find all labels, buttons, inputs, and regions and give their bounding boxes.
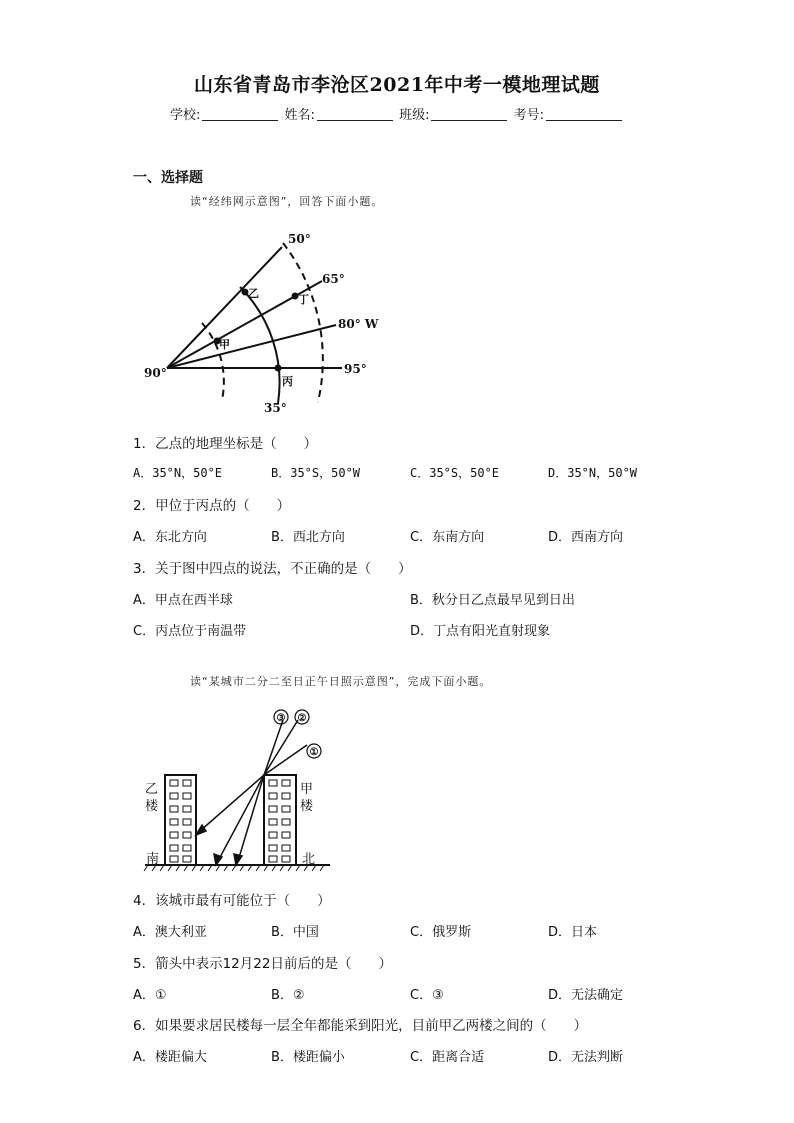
q1-option-b[interactable]: B．35°S，50°W [271, 466, 361, 480]
label-65: 65° [322, 272, 345, 286]
ray-1-upper [264, 745, 307, 775]
ray-2-lower [218, 775, 264, 861]
intro-text-2: 读“某城市二分二至日正午日照示意图”，完成下面小题。 [190, 675, 492, 688]
section-heading: 一、选择题 [133, 170, 203, 186]
ray-1-lower [200, 775, 264, 831]
q6-option-c[interactable]: C．距离合适 [410, 1050, 485, 1065]
circle-num-3: ③ [276, 713, 286, 724]
label-90: 90° [144, 366, 167, 380]
label-building-jia-2: 楼 [300, 799, 314, 814]
q5-option-d[interactable]: D．无法确定 [548, 988, 624, 1003]
label-50: 50° [288, 232, 311, 246]
label-building-yi-1: 乙 [145, 782, 159, 797]
student-info-row [0, 104, 794, 123]
q3-option-b[interactable]: B．秋分日乙点最早见到日出 [410, 593, 575, 608]
q4-option-c[interactable]: C．俄罗斯 [410, 925, 472, 940]
q3-option-c[interactable]: C．丙点位于南温带 [133, 624, 247, 639]
intro-text-1: 读“经纬网示意图”，回答下面小题。 [190, 195, 384, 208]
question-5-stem: 5．箭头中表示12月22日前后的是（ ） [133, 956, 392, 972]
question-6-stem: 6．如果要求居民楼每一层全年都能采到阳光，目前甲乙两楼之间的（ ） [133, 1018, 588, 1034]
school-blank[interactable] [202, 108, 278, 121]
meridian-80 [167, 325, 336, 368]
question-3-stem: 3．关于图中四点的说法，不正确的是（ ） [133, 561, 412, 577]
name-label: 姓名: [284, 108, 315, 123]
school-label: 学校: [170, 108, 201, 123]
label-building-yi-2: 楼 [145, 799, 159, 814]
q6-option-d[interactable]: D．无法判断 [548, 1050, 624, 1065]
q5-option-a[interactable]: A．① [133, 988, 167, 1003]
label-95: 95° [344, 362, 367, 376]
point-bing [275, 365, 282, 372]
q2-option-d[interactable]: D．西南方向 [548, 530, 624, 545]
ray-3-lower [238, 775, 264, 861]
parallel-inner-dashed [202, 323, 224, 400]
label-point-yi: 乙 [248, 287, 259, 300]
ray-2-upper [264, 720, 298, 775]
label-point-jia: 甲 [219, 338, 230, 351]
q1-option-a[interactable]: A．35°N，50°E [133, 466, 223, 480]
q5-option-b[interactable]: B．② [271, 988, 305, 1003]
q4-option-d[interactable]: D．日本 [548, 925, 598, 940]
q4-option-b[interactable]: B．中国 [271, 925, 319, 940]
label-point-ding: 丁 [298, 293, 309, 306]
question-1-stem: 1．乙点的地理坐标是（ ） [133, 436, 318, 452]
label-north: 北 [302, 852, 316, 867]
question-2-stem: 2．甲位于丙点的（ ） [133, 498, 291, 514]
label-point-bing: 丙 [282, 375, 293, 388]
label-35: 35° [264, 401, 287, 415]
class-label: 班级: [399, 108, 430, 123]
q3-option-a[interactable]: A．甲点在西半球 [133, 593, 233, 608]
q5-option-c[interactable]: C．③ [410, 988, 444, 1003]
q2-option-b[interactable]: B．西北方向 [271, 530, 345, 545]
page-title: 山东省青岛市李沧区2021年中考一模地理试题 [194, 74, 600, 96]
q6-option-a[interactable]: A．楼距偏大 [133, 1050, 207, 1065]
label-south: 南 [146, 852, 160, 867]
exam-no-label: 考号: [513, 108, 544, 123]
name-blank[interactable] [317, 108, 393, 121]
q6-option-b[interactable]: B．楼距偏小 [271, 1050, 345, 1065]
lat-long-grid-figure [130, 225, 390, 420]
q2-option-a[interactable]: A．东北方向 [133, 530, 207, 545]
q1-option-c[interactable]: C．35°S，50°E [410, 466, 500, 480]
q3-option-d[interactable]: D．丁点有阳光直射现象 [410, 624, 551, 639]
q1-option-d[interactable]: D．35°N，50°W [548, 466, 638, 480]
question-4-stem: 4．该城市最有可能位于（ ） [133, 893, 331, 909]
exam-no-blank[interactable] [546, 108, 622, 121]
label-80w: 80° W [338, 317, 379, 331]
circle-num-1: ① [309, 747, 319, 758]
q2-option-c[interactable]: C．东南方向 [410, 530, 485, 545]
q4-option-a[interactable]: A．澳大利亚 [133, 925, 207, 940]
sunlight-buildings-figure [140, 705, 340, 875]
label-building-jia-1: 甲 [300, 782, 314, 797]
class-blank[interactable] [431, 108, 507, 121]
circle-num-2: ② [297, 713, 307, 724]
